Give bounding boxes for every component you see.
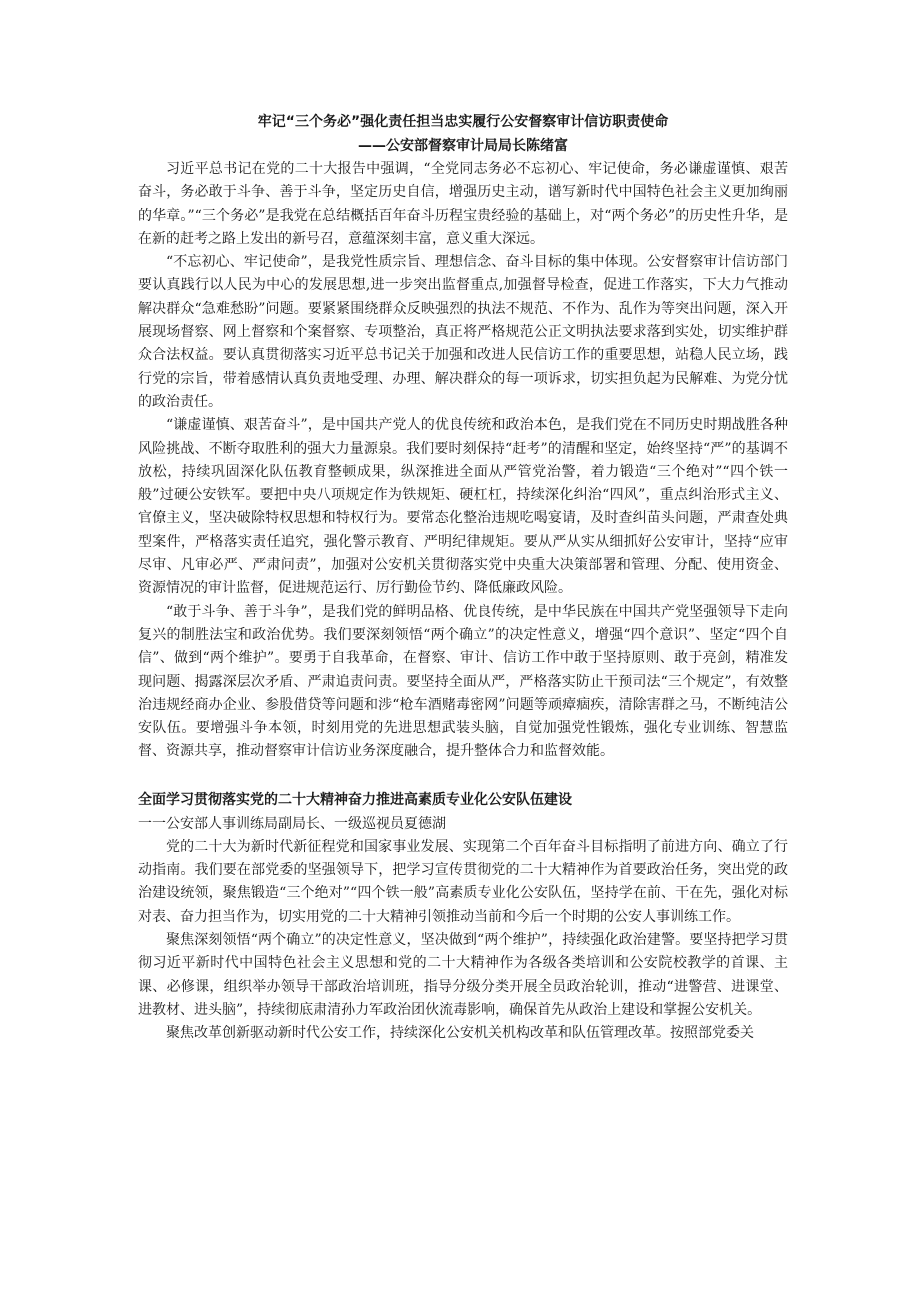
article1-paragraph-1: 习近平总书记在党的二十大报告中强调，“全党同志务必不忘初心、牢记使命，务必谦虚谨慎、艰苦奋斗，务必敢于斗争、善于斗争，坚定历史自信，增强历史主动，谱写新时代中国特色社会主义更加绚丽的华章。”“三个务必”是我党在总结概括百年奋斗历程宝贵经验的基础上，对“两个务必”的历史性升华，是在新的赶考之路上发出的新号召，意蕴深刻丰富，意义重大深远。 bbox=[138, 161, 788, 247]
article1-paragraph-3: “谦虚谨慎、艰苦奋斗”，是中国共产党人的优良传统和政治本色，是我们党在不同历史时期战胜各种风险挑战、不断夺取胜利的强大力量源泉。我们要时刻保持“赶考”的清醒和坚定，始终坚持“严”的基调不放松，持续巩固深化队伍教育整顿成果，纵深推进全面从严管党治警，着力锻造“三个绝对”“四个铁一般”过硬公安铁军。要把中央八项规定作为铁规矩、硬杠杠，持续深化纠治“四风”，重点纠治形式主义、官僚主义，坚决破除特权思想和特权行为。要常态化整治违规吃喝宴请，及时查纠苗头问题，严肃查处典型案件，严格落实责任追究，强化警示教育、严明纪律规矩。要从严从实从细抓好公安审计，坚持“应审尽审、凡审必严、严肃问责”，加强对公安机关贯彻落实党中央重大决策部署和管理、分配、使用资金、资源情况的审计监督，促进规范运行、厉行勤俭节约、降低廉政风险。 bbox=[138, 417, 788, 597]
article1-title: 牢记“三个务必”强化责任担当忠实履行公安督察审计信访职责使命 bbox=[257, 114, 669, 130]
article2-author: 一一公安部人事训练局副局长、一级巡视员夏德湖 bbox=[138, 815, 446, 832]
article2-title: 全面学习贯彻落实党的二十大精神奋力推进高素质专业化公安队伍建设 bbox=[138, 791, 572, 808]
section-divider bbox=[138, 764, 788, 788]
article2-paragraph-3: 聚焦改革创新驱动新时代公安工作，持续深化公安机关机构改革和队伍管理改革。按照部党委关 bbox=[166, 1025, 754, 1042]
article2-paragraph-1: 党的二十大为新时代新征程党和国家事业发展、实现第二个百年奋斗目标指明了前进方向、确立了行动指南。我们要在部党委的坚强领导下，把学习宣传贯彻党的二十大精神作为首要政治任务，突出党的政治建设统领，聚焦锻造“三个绝对”“四个铁一般”高素质专业化公安队伍，坚持学在前、干在先，强化对标对表、奋力担当作为，切实用党的二十大精神引领推动当前和今后一个时期的公安人事训练工作。 bbox=[138, 838, 788, 925]
article1-paragraph-4: “敢于斗争、善于斗争”，是我们党的鲜明品格、优良传统，是中华民族在中国共产党坚强领导下走向复兴的制胜法宝和政治优势。我们要深刻领悟“两个确立”的决定性意义，增强“四个意识”、坚定“四个自信”、做到“两个维护”。要勇于自我革命，在督察、审计、信访工作中敢于坚持原则、敢于亮剑，精准发现问题、揭露深层次矛盾、严肃追责问责。要坚持全面从严，严格落实防止干预司法“三个规定”，有效整治违规经商办企业、参股借贷等问题和涉“枪车酒赌毒密网”问题等顽瘴痼疾，清除害群之马，不断纯洁公安队伍。要增强斗争本领，时刻用党的先进思想武装头脑，自觉加强党性锻炼，强化专业训练、智慧监督、资源共享，推动督察审计信访业务深度融合，提升整体合力和监督效能。 bbox=[138, 603, 788, 760]
article1-subtitle: ——公安部督察审计局局长陈绪富 bbox=[358, 138, 568, 154]
article1-paragraph-2: “不忘初心、牢记使命”，是我党性质宗旨、理想信念、奋斗目标的集中体现。公安督察审计信访部门要认真践行以人民为中心的发展思想,进一步突出监督重点,加强督导检查，促进工作落实，下大力气推动解决群众“急难愁盼”问题。要紧紧围绕群众反映强烈的执法不规范、不作为、乱作为等突出问题，深入开展现场督察、网上督察和个案督察、专项整治，真正将严格规范公正文明执法要求落到实处，切实维护群众合法权益。要认真贯彻落实习近平总书记关于加强和改进人民信访工作的重要思想，站稳人民立场，践行党的宗旨，带着感情认真负责地受理、办理、解决群众的每一项诉求，切实担负起为民解难、为党分忧的政治责任。 bbox=[138, 254, 788, 410]
document-page bbox=[138, 110, 788, 1045]
article2-paragraph-2: 聚焦深刻领悟“两个确立”的决定性意义，坚决做到“两个维护”，持续强化政治建警。要坚持把学习贯彻习近平新时代中国特色社会主义思想和党的二十大精神作为各级各类培训和公安院校教学的首课、主课、必修课，组织举办领导干部政治培训班，指导分级分类开展全员政治轮训，推动“进警营、进课堂、进教材、进头脑”，持续彻底肃清孙力军政治团伙流毒影响，确保首先从政治上建设和掌握公安机关。 bbox=[138, 931, 788, 1018]
